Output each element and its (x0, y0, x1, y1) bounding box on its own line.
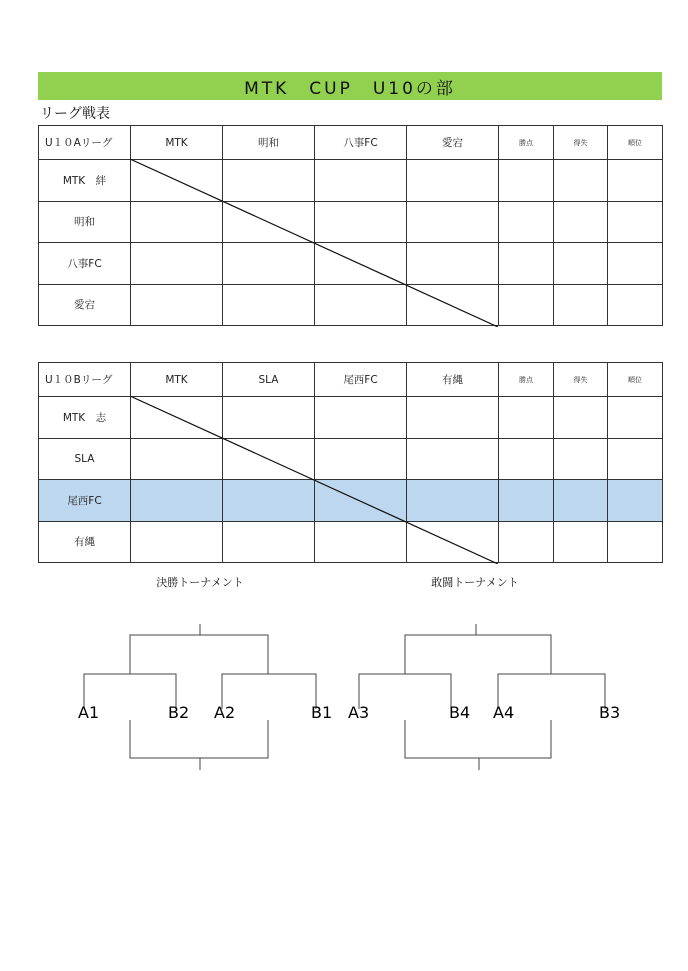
final-slot-2: B2 (168, 703, 190, 722)
section-subtitle: リーグ戦表 (40, 106, 110, 122)
score-cell (131, 160, 223, 202)
league-b-team-2: SLA (39, 438, 131, 480)
score-cell (315, 438, 407, 480)
score-cell (407, 397, 499, 439)
league-a-rank-header: 順位 (608, 126, 663, 160)
league-a-col-3: 八事FC (315, 126, 407, 160)
league-a-col-4: 愛宕 (407, 126, 499, 160)
final-slot-1: A1 (78, 703, 100, 722)
league-b-col-2: SLA (223, 363, 315, 397)
rank-cell (608, 160, 663, 202)
fight-bracket-slots (348, 703, 620, 722)
league-a-row-1 (39, 160, 663, 202)
goal-diff-cell (554, 480, 608, 522)
rank-cell (608, 201, 663, 243)
score-cell (315, 201, 407, 243)
score-cell (407, 284, 499, 326)
goal-diff-cell (554, 284, 608, 326)
league-b-team-4: 有縄 (39, 521, 131, 563)
fight-bracket (359, 624, 605, 770)
league-b-goal-diff-header: 得失 (554, 363, 608, 397)
title-text: MTK CUP U10の部 (244, 78, 456, 99)
league-b-table (38, 362, 663, 563)
league-a-row-3 (39, 243, 663, 285)
league-b-rank-header: 順位 (608, 363, 663, 397)
score-cell (223, 521, 315, 563)
league-a-col-2: 明和 (223, 126, 315, 160)
points-cell (499, 243, 554, 285)
score-cell (315, 521, 407, 563)
score-cell (223, 438, 315, 480)
tournament-brackets (0, 600, 688, 790)
score-cell (131, 397, 223, 439)
goal-diff-cell (554, 397, 608, 439)
points-cell (499, 438, 554, 480)
league-a-row-4 (39, 284, 663, 326)
league-b-row-3 (39, 480, 663, 522)
league-a-points-header: 勝点 (499, 126, 554, 160)
league-b-col-3: 尾西FC (315, 363, 407, 397)
league-a-team-3: 八事FC (39, 243, 131, 285)
score-cell (407, 201, 499, 243)
final-bracket-slots (78, 703, 332, 722)
score-cell (131, 201, 223, 243)
score-cell (315, 480, 407, 522)
score-cell (131, 243, 223, 285)
fight-slot-1: A3 (348, 703, 370, 722)
league-b-team-3: 尾西FC (39, 480, 131, 522)
score-cell (315, 243, 407, 285)
score-cell (407, 243, 499, 285)
final-bracket (84, 624, 316, 770)
league-a-team-1: MTK 絆 (39, 160, 131, 202)
score-cell (407, 521, 499, 563)
league-a-row-2 (39, 201, 663, 243)
fight-slot-3: A4 (493, 703, 515, 722)
score-cell (315, 160, 407, 202)
league-a-col-1: MTK (131, 126, 223, 160)
league-b-row-2 (39, 438, 663, 480)
league-b-row-4 (39, 521, 663, 563)
score-cell (223, 243, 315, 285)
fight-tournament-title: 敢闘トーナメント (431, 576, 519, 589)
score-cell (131, 480, 223, 522)
points-cell (499, 480, 554, 522)
points-cell (499, 160, 554, 202)
score-cell (407, 160, 499, 202)
rank-cell (608, 397, 663, 439)
league-a-team-4: 愛宕 (39, 284, 131, 326)
league-b-header-row (39, 363, 663, 397)
rank-cell (608, 243, 663, 285)
score-cell (131, 521, 223, 563)
title-banner (38, 72, 662, 100)
league-b-col-4: 有縄 (407, 363, 499, 397)
league-b-points-header: 勝点 (499, 363, 554, 397)
league-a-header-row (39, 126, 663, 160)
league-a-goal-diff-header: 得失 (554, 126, 608, 160)
score-cell (407, 438, 499, 480)
goal-diff-cell (554, 243, 608, 285)
rank-cell (608, 284, 663, 326)
final-tournament-title: 決勝トーナメント (156, 576, 244, 589)
score-cell (223, 397, 315, 439)
score-cell (407, 480, 499, 522)
points-cell (499, 397, 554, 439)
final-slot-3: A2 (214, 703, 236, 722)
points-cell (499, 201, 554, 243)
goal-diff-cell (554, 521, 608, 563)
score-cell (223, 480, 315, 522)
goal-diff-cell (554, 201, 608, 243)
fight-slot-4: B3 (599, 703, 621, 722)
score-cell (131, 284, 223, 326)
rank-cell (608, 480, 663, 522)
league-b-row-1 (39, 397, 663, 439)
goal-diff-cell (554, 438, 608, 480)
points-cell (499, 284, 554, 326)
league-a-table (38, 125, 663, 326)
final-slot-4: B1 (311, 703, 333, 722)
score-cell (223, 284, 315, 326)
rank-cell (608, 521, 663, 563)
score-cell (223, 201, 315, 243)
league-b-corner: U１０Bリーグ (39, 363, 131, 397)
league-b-col-1: MTK (131, 363, 223, 397)
league-b-team-1: MTK 志 (39, 397, 131, 439)
fight-slot-2: B4 (449, 703, 471, 722)
league-a-team-2: 明和 (39, 201, 131, 243)
score-cell (315, 397, 407, 439)
points-cell (499, 521, 554, 563)
score-cell (315, 284, 407, 326)
league-a-corner: U１０Aリーグ (39, 126, 131, 160)
goal-diff-cell (554, 160, 608, 202)
score-cell (223, 160, 315, 202)
score-cell (131, 438, 223, 480)
rank-cell (608, 438, 663, 480)
